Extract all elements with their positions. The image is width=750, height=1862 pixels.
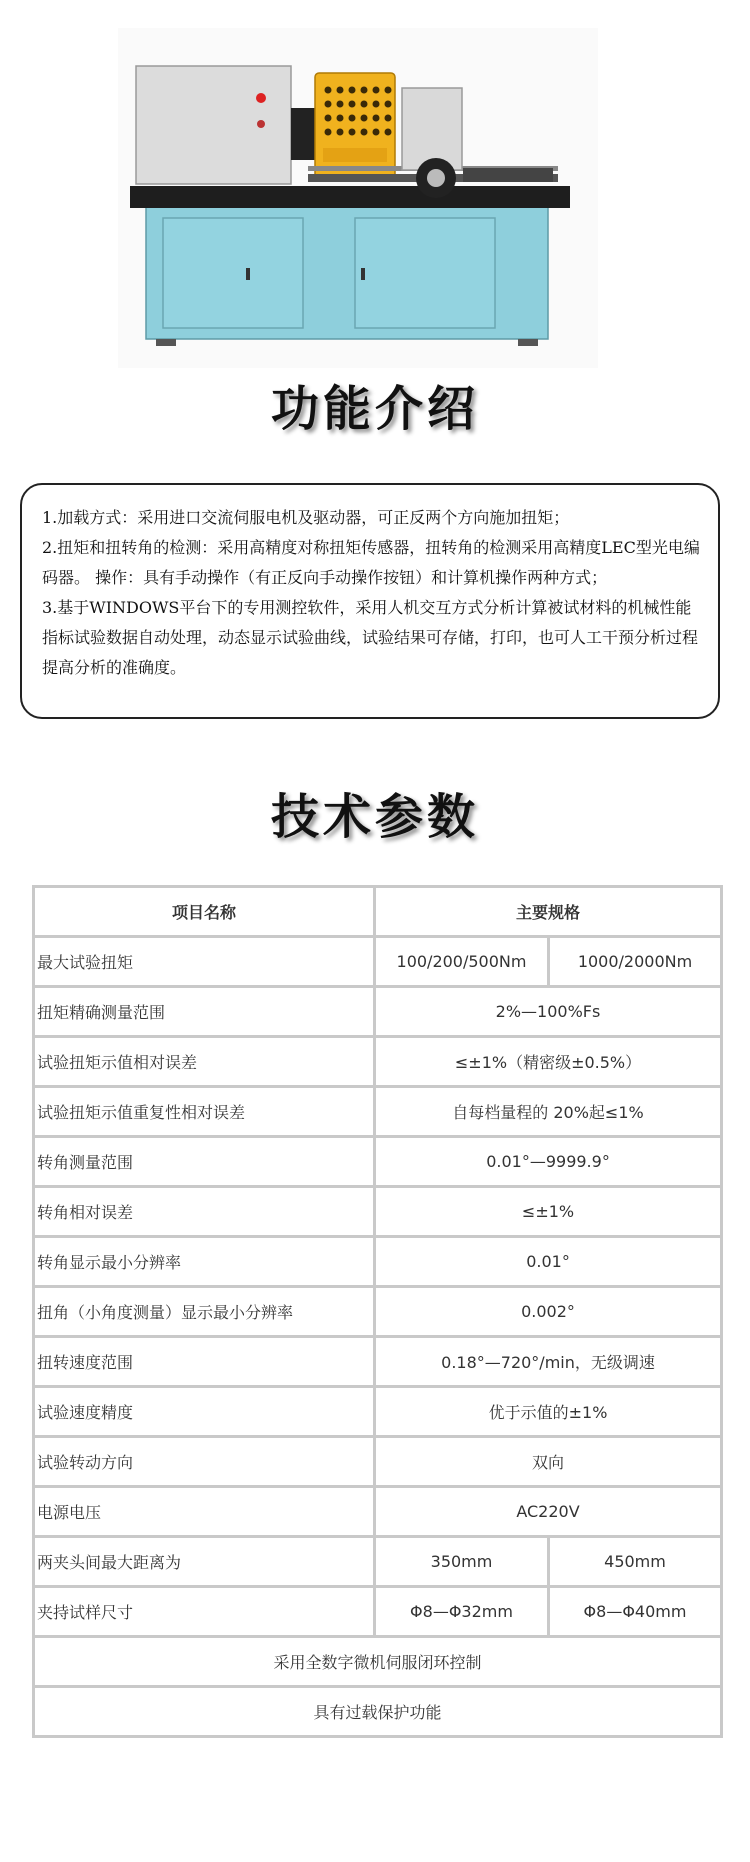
row-name: 转角显示最小分辨率 <box>34 1237 375 1287</box>
row-name: 试验速度精度 <box>34 1387 375 1437</box>
footer-overload-protection: 具有过载保护功能 <box>34 1687 722 1737</box>
table-row <box>34 1237 722 1287</box>
spec-table <box>32 885 723 1738</box>
table-footer-row <box>34 1637 722 1687</box>
row-value: ≤±1% <box>375 1187 722 1237</box>
table-row <box>34 1087 722 1137</box>
row-value-1: Φ8—Φ32mm <box>375 1587 549 1637</box>
row-value-2: 450mm <box>549 1537 722 1587</box>
row-name: 转角测量范围 <box>34 1137 375 1187</box>
intro-paragraph-loading: 1.加载方式：采用进口交流伺服电机及驱动器，可正反两个方向施加扭矩； <box>42 508 570 527</box>
intro-title: 功能介绍 <box>270 381 479 437</box>
footer-servo-control: 采用全数字微机伺服闭环控制 <box>34 1637 722 1687</box>
row-value: 0.01° <box>375 1237 722 1287</box>
row-value: 2%—100%Fs <box>375 987 722 1037</box>
table-row <box>34 987 722 1037</box>
row-value: 0.01°—9999.9° <box>375 1137 722 1187</box>
table-row <box>34 1287 722 1337</box>
row-name: 转角相对误差 <box>34 1187 375 1237</box>
row-value: 优于示值的±1% <box>375 1387 722 1437</box>
row-name: 扭角（小角度测量）显示最小分辨率 <box>34 1287 375 1337</box>
table-footer-row <box>34 1687 722 1737</box>
row-value: AC220V <box>375 1487 722 1537</box>
row-name: 试验转动方向 <box>34 1437 375 1487</box>
table-row <box>34 1387 722 1437</box>
row-value: 自每档量程的 20%起≤1% <box>375 1087 722 1137</box>
row-name: 两夹头间最大距离为 <box>34 1537 375 1587</box>
row-value-2: Φ8—Φ40mm <box>549 1587 722 1637</box>
table-row <box>34 1037 722 1087</box>
specs-title: 技术参数 <box>270 789 479 845</box>
row-name: 最大试验扭矩 <box>34 937 375 987</box>
row-name: 夹持试样尺寸 <box>34 1587 375 1637</box>
row-value: 0.18°—720°/min，无级调速 <box>375 1337 722 1387</box>
row-value: 双向 <box>375 1437 722 1487</box>
intro-box <box>20 483 720 719</box>
header-main-spec: 主要规格 <box>375 887 722 937</box>
table-row <box>34 1337 722 1387</box>
table-row <box>34 1487 722 1537</box>
table-row <box>34 1587 722 1637</box>
row-name: 扭转速度范围 <box>34 1337 375 1387</box>
row-value: 0.002° <box>375 1287 722 1337</box>
row-name: 扭矩精确测量范围 <box>34 987 375 1037</box>
table-header-row <box>34 887 722 937</box>
machine-photo <box>118 28 598 368</box>
row-value-2: 1000/2000Nm <box>549 937 722 987</box>
table-row <box>34 1137 722 1187</box>
row-name: 电源电压 <box>34 1487 375 1537</box>
row-value-1: 350mm <box>375 1537 549 1587</box>
table-row <box>34 1437 722 1487</box>
table-row <box>34 1187 722 1237</box>
intro-paragraph-software: 3.基于WINDOWS平台下的专用测控软件，采用人机交互方式分析计算被试材料的机械性能指标试验数据自动处理，动态显示试验曲线，试验结果可存储，打印，也可人工干预分析过程提高分析的准确度。 <box>42 598 699 677</box>
table-row <box>34 1537 722 1587</box>
row-name: 试验扭矩示值相对误差 <box>34 1037 375 1087</box>
row-name: 试验扭矩示值重复性相对误差 <box>34 1087 375 1137</box>
row-value-1: 100/200/500Nm <box>375 937 549 987</box>
table-row <box>34 937 722 987</box>
header-item-name: 项目名称 <box>34 887 375 937</box>
intro-paragraph-detection: 2.扭矩和扭转角的检测：采用高精度对称扭矩传感器，扭转角的检测采用高精度LEC型光电编码器。 操作：具有手动操作（有正反向手动操作按钮）和计算机操作两种方式； <box>42 538 700 587</box>
row-value: ≤±1%（精密级±0.5%） <box>375 1037 722 1087</box>
